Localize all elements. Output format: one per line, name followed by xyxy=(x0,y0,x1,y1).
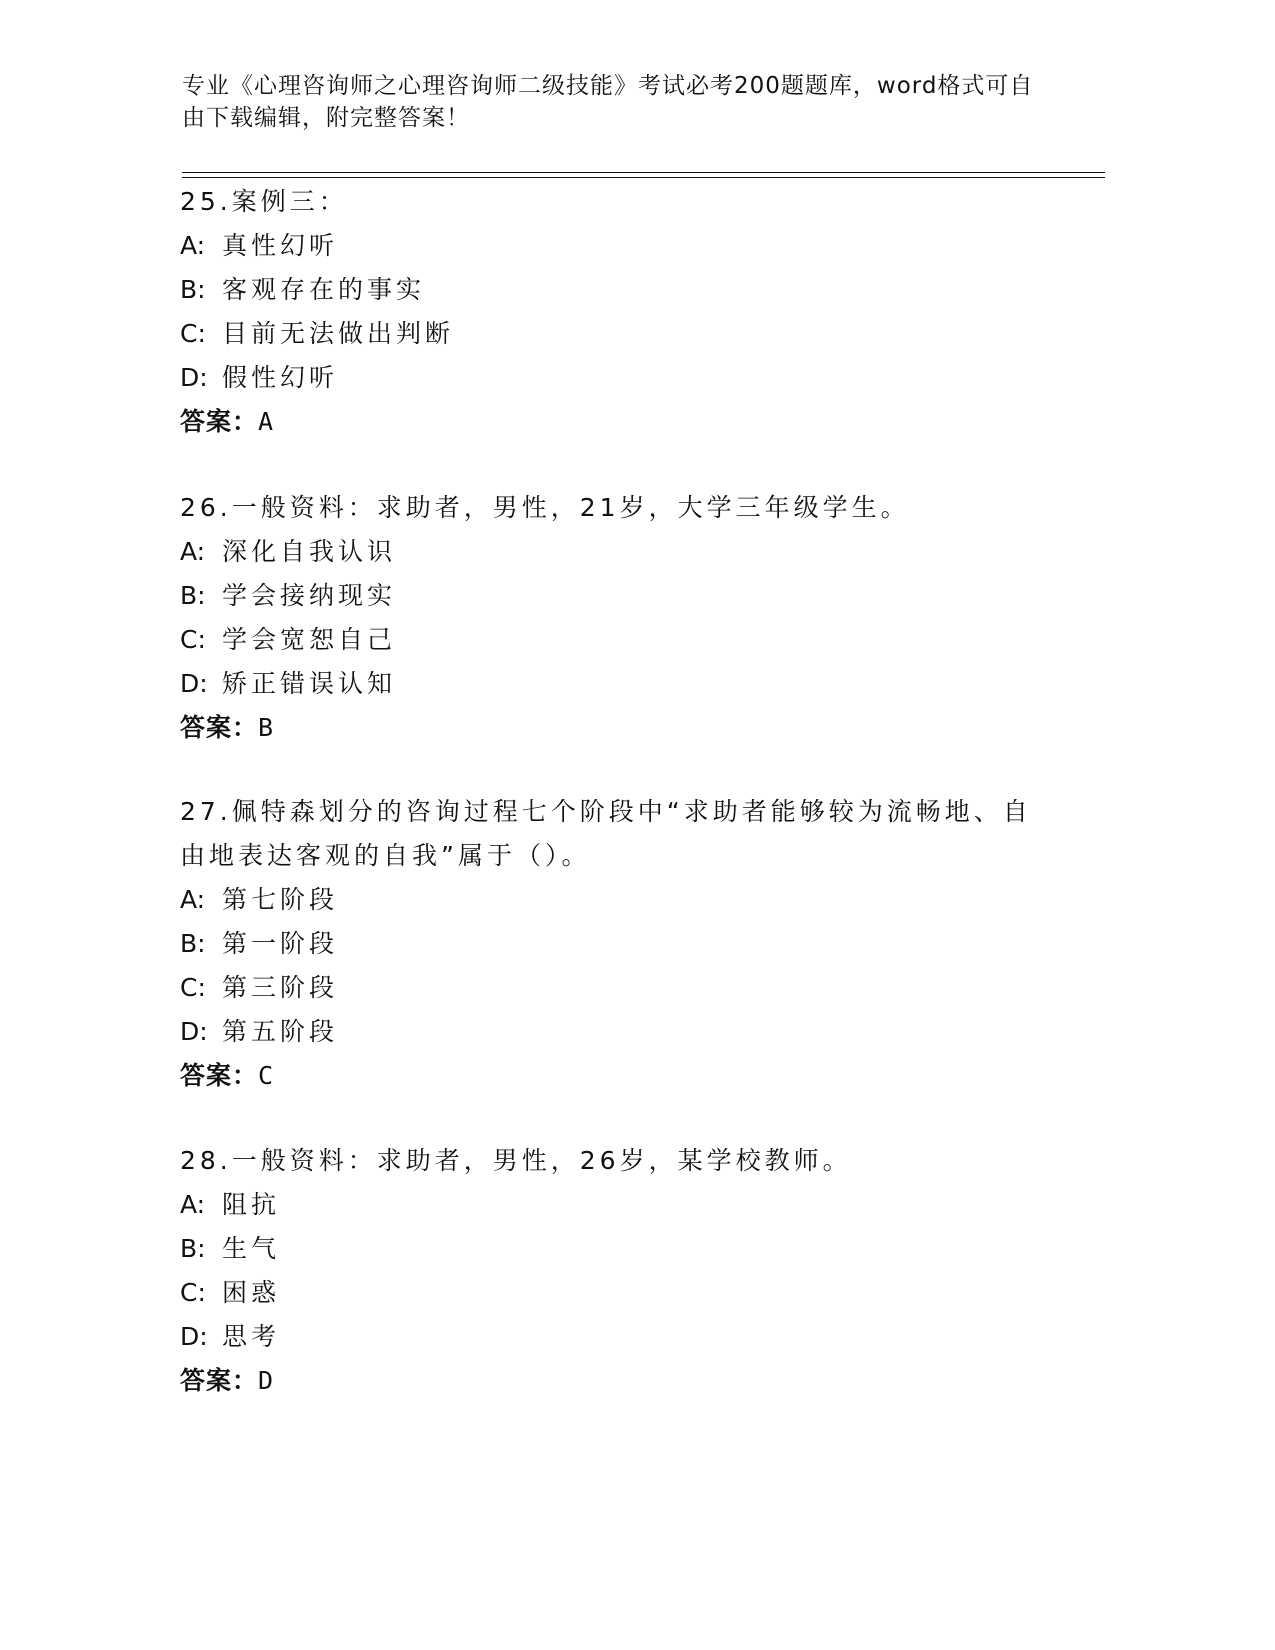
option-c: C: 困惑 xyxy=(180,1278,281,1307)
question-stem: 27.佩特森划分的咨询过程七个阶段中“求助者能够较为流畅地、自由地表达客观的自我”属于（）。 xyxy=(180,797,1032,870)
option-a: A: 深化自我认识 xyxy=(180,537,397,566)
header-line-1: 专业《心理咨询师之心理咨询师二级技能》考试必考200题题库，word格式可自 xyxy=(182,73,1034,99)
answer-line: 答案：B xyxy=(180,713,275,742)
option-b: B: 客观存在的事实 xyxy=(180,275,426,304)
option-d: D: 矫正错误认知 xyxy=(180,669,397,698)
option-b: B: 学会接纳现实 xyxy=(180,581,397,610)
question-stem: 28.一般资料：求助者，男性，26岁，某学校教师。 xyxy=(180,1146,852,1175)
answer-value: D xyxy=(258,1366,275,1395)
option-c: C: 学会宽恕自己 xyxy=(180,625,397,654)
option-b: B: 生气 xyxy=(180,1234,281,1263)
document-header xyxy=(182,70,1082,134)
question-28 xyxy=(180,1139,1080,1403)
question-25 xyxy=(180,180,1080,444)
option-d: D: 假性幻听 xyxy=(180,363,339,392)
header-line-2: 由下载编辑，附完整答案！ xyxy=(182,105,470,131)
answer-value: C xyxy=(258,1061,275,1090)
answer-line: 答案：A xyxy=(180,407,275,436)
answer-line: 答案：C xyxy=(180,1061,275,1090)
option-c: C: 第三阶段 xyxy=(180,973,339,1002)
answer-line: 答案：D xyxy=(180,1366,275,1395)
option-c: C: 目前无法做出判断 xyxy=(180,319,455,348)
option-d: D: 思考 xyxy=(180,1322,281,1351)
header-divider-bottom xyxy=(182,177,1105,178)
option-a: A: 真性幻听 xyxy=(180,231,339,260)
option-b: B: 第一阶段 xyxy=(180,929,339,958)
answer-value: A xyxy=(258,407,275,436)
option-a: A: 阻抗 xyxy=(180,1190,281,1219)
question-stem: 25.案例三： xyxy=(180,187,348,216)
question-27 xyxy=(180,790,1040,1098)
header-divider-top xyxy=(182,172,1105,173)
question-stem: 26.一般资料：求助者，男性，21岁，大学三年级学生。 xyxy=(180,493,910,522)
question-26 xyxy=(180,486,1080,750)
option-a: A: 第七阶段 xyxy=(180,885,339,914)
answer-value: B xyxy=(258,713,275,742)
option-d: D: 第五阶段 xyxy=(180,1017,339,1046)
